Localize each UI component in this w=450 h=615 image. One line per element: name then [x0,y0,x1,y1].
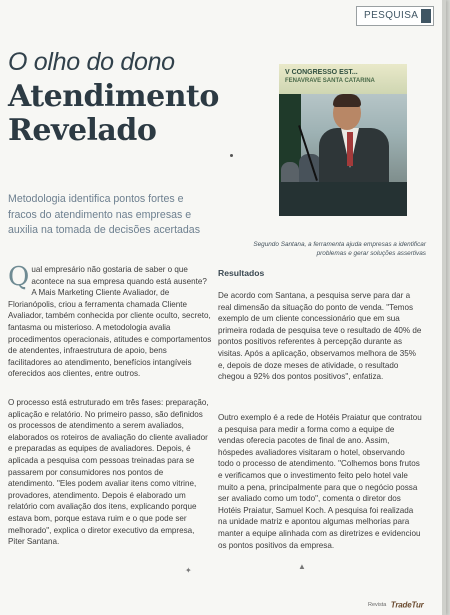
photo-speaker-hair [333,94,361,107]
article-title: Atendimento Revelado [8,79,219,148]
decorative-mark: ✦ [185,566,192,575]
decorative-mark: ▲ [298,562,306,571]
drop-cap: Q [8,262,30,292]
photo-banner-text: V CONGRESSO EST... [285,69,358,76]
decorative-dot [230,154,233,157]
section-tag-marker [421,9,431,23]
article-photo [279,64,407,216]
section-tag-label: PESQUISA [364,10,419,21]
section-tag [356,6,434,26]
photo-caption: Segundo Santana, a ferramenta ajuda empresas a identificar problemas e gerar soluções assertivas [253,241,426,257]
footer-prefix: Revista [368,601,387,608]
section-subhead: Resultados [218,268,265,278]
left-paragraph-2: O processo está estruturado em três fases: preparação, aplicação e relatório. No primeiro passo, são definidos os processos de atendimento a serem avaliados, elaborados os roteiros de avaliação do cliente avaliador e preparadas as equipes de avaliadores. Depois, é aplicada a pesquisa com pessoas treinadas para se passarem por consumidores nos pontos de atendimento. "Eles podem avaliar itens como vitrine, provadores, atendimento. Depois é elaborado um relatório com avaliação dos itens, explicando porque estava bom, porque estava ruim e o que pode ser melhorado", explica o diretor executivo da empresa, Piter Santana. [8,398,209,547]
left-paragraph-1-text: ual empresário não gostaria de saber o que acontece na sua empresa quando está ausente? A Mais Marketing Cliente Avaliador, de Florianópolis, criou a ferramenta chamada Cliente Avaliador, também conhecida por cliente oculto, secreto, fantasma ou misterioso. A metodologia avalia procedimentos operacionais, atitudes e comportamentos de atendentes, infraestrutura de apoio, bens facilitadores ao atendimento, benefícios intangíveis oferecidos aos clientes, entre outros. [8,265,212,379]
footer-brand-logo: TradeTur [390,600,424,610]
photo-banner-subtext: FENAVRAVE SANTA CATARINA [285,78,375,84]
photo-table [279,182,407,216]
article-kicker: O olho do dono [8,48,175,76]
page-footer [368,596,424,614]
right-paragraph-1: De acordo com Santana, a pesquisa serve para dar a real dimensão da situação do ponto de venda. "Temos exemplo de um cliente concessionário que em sua primeira rodada de pesquisa teve o resultado de 40% de pontos positivos referentes à percepção durante as visitas. Após a aplicação, observamos melhora de 35% e, depois de doze meses de atividade, o resultado chegou a 92% dos pontos positivos", enfatiza. [218,291,422,382]
right-paragraph-2: Outro exemplo é a rede de Hotéis Praiatur que contratou a pesquisa para medir a forma como a equipe de vendas oferecia pacotes de final de ano. Assim, hóspedes avaliadores visitaram o hotel, observando todo o processo de atendimento. "Colhemos bons frutos e verificamos que o investimento feito pelo hotel vale muito a pena, principalmente para que o negócio possa ser avaliado como um todo", comenta o diretor dos Hotéis Praiatur, Samuel Koch. A pesquisa foi realizada na unidade matriz e apontou algumas melhorias para manter a equipe alinhada com as diretrizes e evidenciou os pontos positivos da empresa. [218,413,422,550]
photo-speaker-tie [347,132,353,166]
page-edge [442,0,446,615]
article-lead: Metodologia identifica pontos fortes e fracos do atendimento nas empresas e auxilia na tomada de decisões acertadas [8,193,200,236]
photo-person-far [281,162,299,184]
left-paragraph-1 [8,264,212,380]
